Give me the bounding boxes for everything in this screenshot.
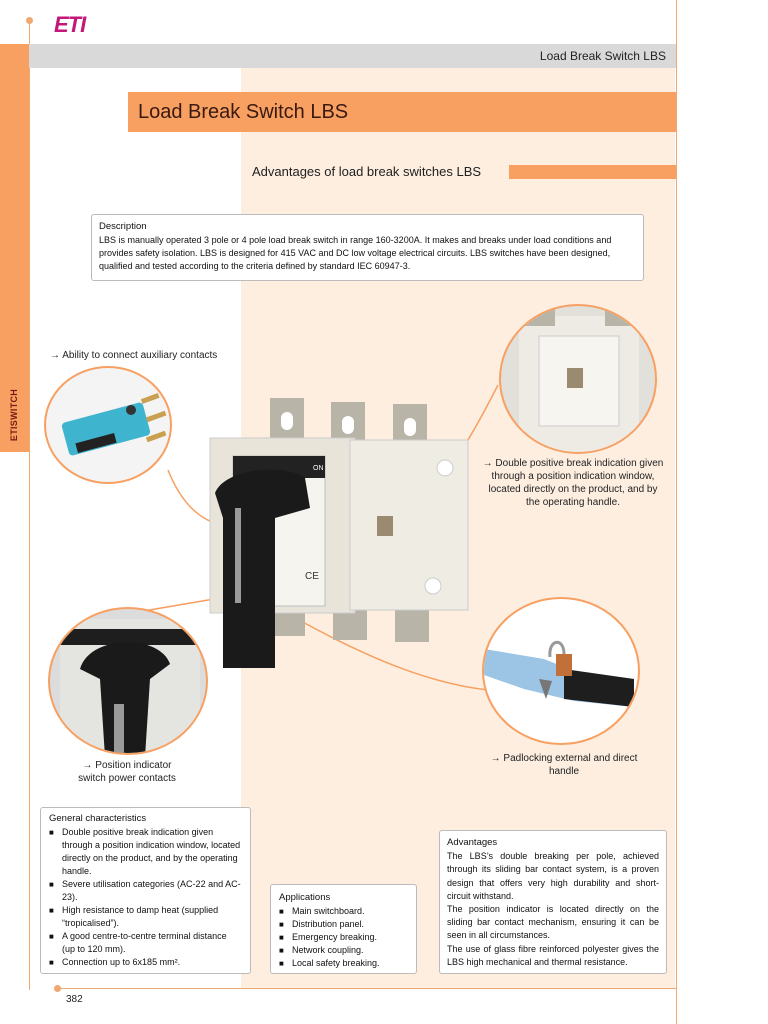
general-list <box>49 826 242 969</box>
callout-position-indicator: → Position indicator switch power contacts <box>78 760 176 784</box>
list-item: ■ Network coupling. <box>279 944 408 957</box>
list-item: ■ Local safety breaking. <box>279 957 408 970</box>
advantages-paragraph: The use of glass fibre reinforced polyester gives the LBS high mechanical and thermal resistance. <box>447 943 659 967</box>
side-tab-label: ETISWITCH <box>9 388 20 442</box>
load-break-switch-product <box>205 398 475 670</box>
eti-logo: ETI <box>54 12 86 37</box>
position-window-icon <box>501 306 657 454</box>
list-item: ■ Severe utilisation categories (AC-22 and AC-23). <box>49 878 242 904</box>
running-title: Load Break Switch LBS <box>539 49 666 63</box>
applications-list <box>279 905 408 970</box>
applications-heading: Applications <box>279 892 331 903</box>
description-text: LBS is manually operated 3 pole or 4 pole load break switch in range 160-3200A. It makes and breaks under load conditions and provides safety isolation. LBS is designed for 415 VAC and DC low voltage electrical circuits. LBS switches have been designed, qualified and tested according to the criteria defined by standard IEC 60947-3. <box>99 235 612 271</box>
advantages-box <box>439 830 667 974</box>
list-item: ■ Connection up to 6x185 mm². <box>49 956 242 969</box>
general-heading: General characteristics <box>49 813 147 824</box>
padlock-handle-icon <box>484 599 640 745</box>
advantages-paragraph: The position indicator is located directly on the sliding bar contact mechanism, ensuring it can be seen in all circumstances. <box>447 904 659 941</box>
list-item: ■ Emergency breaking. <box>279 931 408 944</box>
svg-text:ON: ON <box>313 465 324 472</box>
list-item: ■ A good centre-to-centre terminal distance (up to 120 mm). <box>49 930 242 956</box>
microswitch-icon <box>46 368 172 484</box>
auxiliary-contact-photo <box>44 366 172 484</box>
footer-dot <box>54 985 61 992</box>
padlocking-photo <box>482 597 640 745</box>
list-item: ■ Main switchboard. <box>279 905 408 918</box>
section-subtitle: Advantages of load break switches LBS <box>252 164 482 179</box>
advantages-heading: Advantages <box>447 837 498 848</box>
svg-text:CE: CE <box>305 571 319 582</box>
position-indicator-photo <box>48 607 208 755</box>
description-heading: Description <box>99 221 147 232</box>
position-window-photo <box>499 304 657 454</box>
page-title: Load Break Switch LBS <box>128 92 676 132</box>
list-item: ■ High resistance to damp heat (supplied “tropicalised”). <box>49 904 242 930</box>
callout-break-indication: → Double positive break indication given through a position indication window, located directly on the product, and by the operating handle. <box>482 458 664 508</box>
list-item: ■ Double positive break indication given through a position indication window, located directly on the product, and by the operating handle. <box>49 826 242 878</box>
footer-rule <box>57 988 677 989</box>
callout-auxiliary: → Ability to connect auxiliary contacts <box>50 350 218 361</box>
handle-closeup-icon <box>50 609 208 755</box>
advantages-paragraph: The LBS’s double breaking per pole, achieved through its sliding bar contact system, is a proven design that offers very high durability and short-circuit withstand. <box>447 851 659 901</box>
general-characteristics-box <box>40 807 251 974</box>
applications-box <box>270 884 417 974</box>
callout-padlocking: → Padlocking external and direct handle <box>490 753 638 777</box>
page-number: 382 <box>66 994 83 1005</box>
list-item: ■ Distribution panel. <box>279 918 408 931</box>
